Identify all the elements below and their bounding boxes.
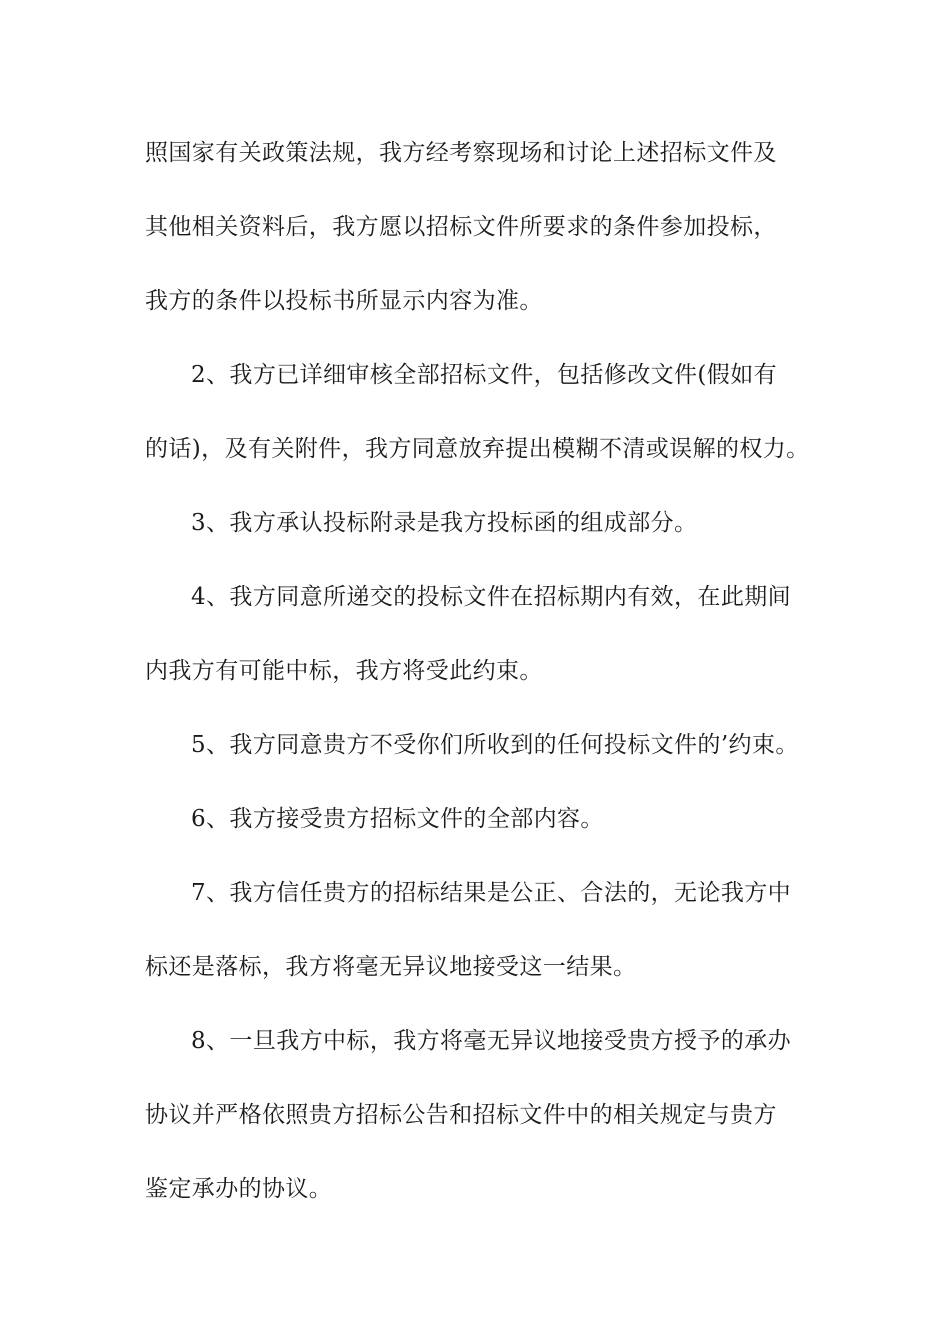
- clause-4: 4、我方同意所递交的投标文件在招标期内有效，在此期间: [191, 584, 792, 610]
- text-line: 照国家有关政策法规，我方经考察现场和讨论上述招标文件及: [145, 140, 777, 166]
- text-line: 的话)，及有关附件，我方同意放弃提出模糊不清或误解的权力。: [145, 436, 810, 462]
- text-line: 其他相关资料后，我方愿以招标文件所要求的条件参加投标，: [145, 214, 777, 240]
- text-line: 我方的条件以投标书所显示内容为准。: [145, 288, 543, 314]
- clause-3: 3、我方承认投标附录是我方投标函的组成部分。: [191, 510, 698, 536]
- body-text: [145, 130, 815, 1240]
- clause-2: 2、我方已详细审核全部招标文件，包括修改文件(假如有: [191, 362, 778, 388]
- text-line: 标还是落标，我方将毫无异议地接受这一结果。: [145, 954, 637, 980]
- clause-8: 8、一旦我方中标，我方将毫无异议地接受贵方授予的承办: [191, 1028, 792, 1054]
- clause-5: 5、我方同意贵方不受你们所收到的任何投标文件的’约束。: [191, 732, 799, 758]
- text-line: 内我方有可能中标，我方将受此约束。: [145, 658, 543, 684]
- text-line: 鉴定承办的协议。: [145, 1176, 333, 1202]
- clause-6: 6、我方接受贵方招标文件的全部内容。: [191, 806, 604, 832]
- text-line: 协议并严格依照贵方招标公告和招标文件中的相关规定与贵方: [145, 1102, 777, 1128]
- clause-7: 7、我方信任贵方的招标结果是公正、合法的，无论我方中: [191, 880, 792, 906]
